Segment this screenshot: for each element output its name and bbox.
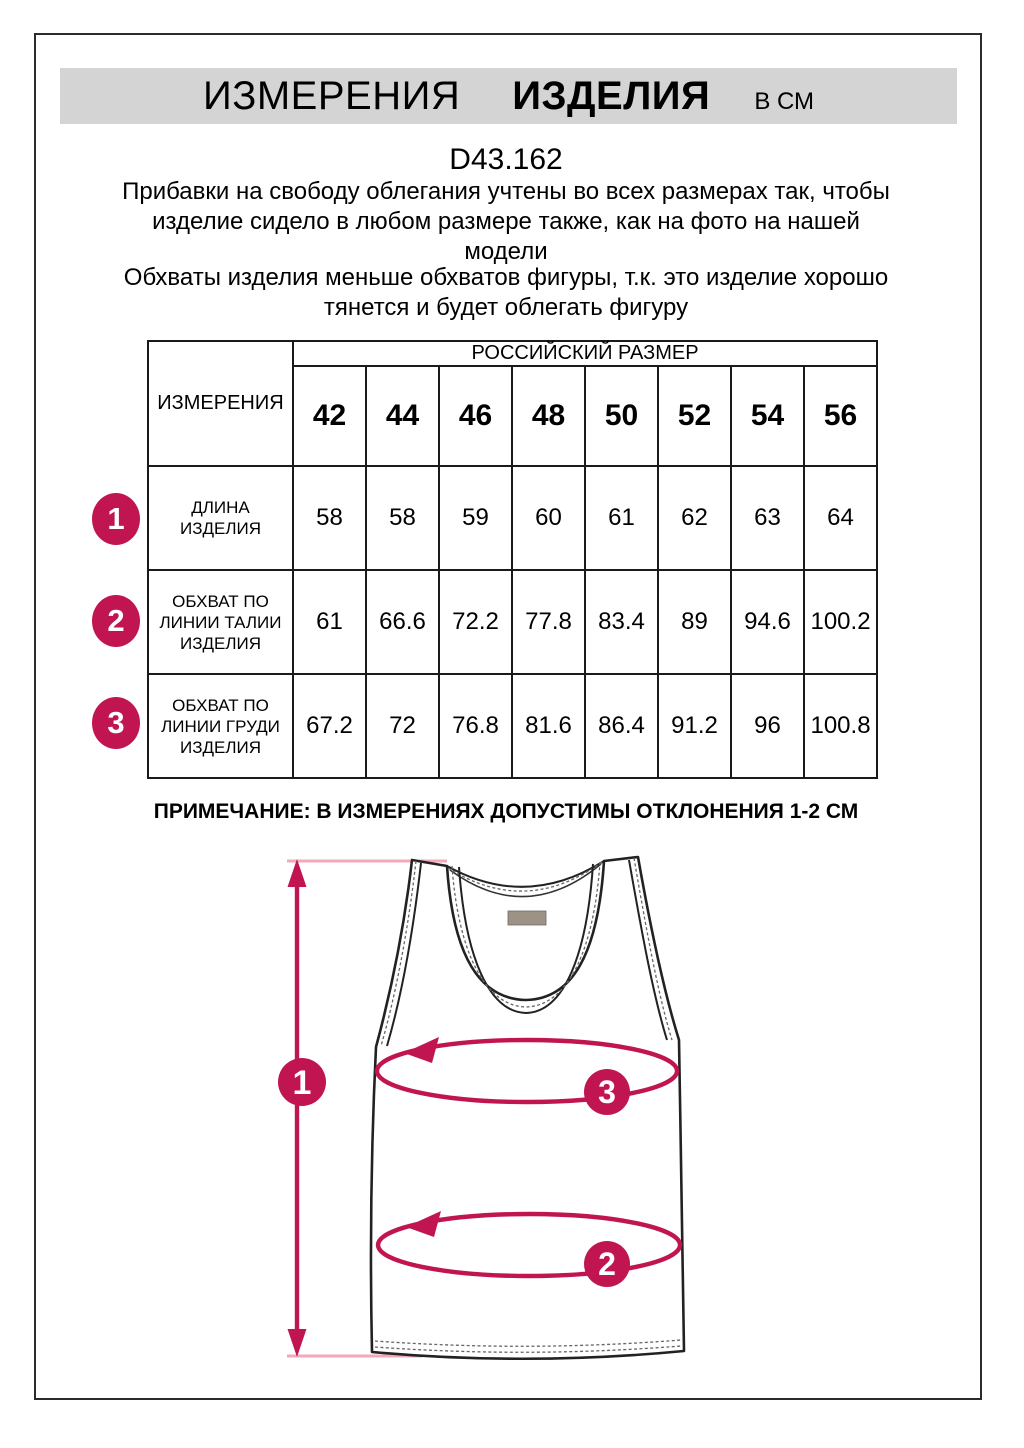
value-cell: 64 <box>804 466 877 570</box>
intro-line: Прибавки на свободу облегания учтены во всех размерах так, чтобы <box>122 178 890 205</box>
row-label: ДЛИНА ИЗДЕЛИЯ <box>148 466 293 570</box>
tank-top-outline <box>371 857 684 1359</box>
svg-text:1: 1 <box>292 1064 312 1102</box>
measurements-table <box>147 340 878 779</box>
svg-text:2: 2 <box>598 1246 616 1282</box>
intro-line: модели <box>464 238 548 265</box>
value-cell: 59 <box>439 466 512 570</box>
garment-diagram <box>258 845 758 1375</box>
row-marker-3-icon: 3 <box>92 697 140 749</box>
table-row-length <box>148 466 877 570</box>
value-cell: 58 <box>366 466 439 570</box>
intro-line: тянется и будет облегать фигуру <box>323 294 689 321</box>
value-cell: 66.6 <box>366 570 439 674</box>
intro-line: Обхваты изделия меньше обхватов фигуры, т.к. это изделие хорошо <box>123 264 889 291</box>
size-header-cell: 54 <box>731 366 804 466</box>
value-cell: 96 <box>731 674 804 778</box>
row-marker-2-icon: 2 <box>92 595 140 647</box>
value-cell: 89 <box>658 570 731 674</box>
length-arrowhead-up-icon <box>288 859 307 887</box>
model-code: D43.162 <box>449 143 563 176</box>
value-cell: 100.2 <box>804 570 877 674</box>
title-units: В СМ <box>754 88 815 115</box>
intro-paragraph-fit <box>34 177 978 267</box>
intro-line: изделие сидело в любом размере также, как на фото на нашей <box>152 208 860 235</box>
value-cell: 58 <box>293 466 366 570</box>
row-label: ОБХВАТ ПО ЛИНИИ ТАЛИИ ИЗДЕЛИЯ <box>148 570 293 674</box>
value-cell: 100.8 <box>804 674 877 778</box>
value-cell: 61 <box>585 466 658 570</box>
value-cell: 61 <box>293 570 366 674</box>
row-label: ОБХВАТ ПО ЛИНИИ ГРУДИ ИЗДЕЛИЯ <box>148 674 293 778</box>
svg-text:3: 3 <box>598 1074 616 1110</box>
size-header-cell: 50 <box>585 366 658 466</box>
intro-paragraph-stretch <box>34 263 978 323</box>
title-bar <box>60 68 957 124</box>
size-header-cell: 46 <box>439 366 512 466</box>
size-header-cell: 42 <box>293 366 366 466</box>
value-cell: 62 <box>658 466 731 570</box>
table-row-chest <box>148 674 877 778</box>
title-product: ИЗДЕЛИЯ <box>512 74 711 118</box>
title-measurements: ИЗМЕРЕНИЯ <box>202 74 461 118</box>
value-cell: 77.8 <box>512 570 585 674</box>
value-cell: 94.6 <box>731 570 804 674</box>
value-cell: 76.8 <box>439 674 512 778</box>
value-cell: 86.4 <box>585 674 658 778</box>
row-marker-1-icon: 1 <box>92 493 140 545</box>
size-header-cell: 52 <box>658 366 731 466</box>
length-arrowhead-down-icon <box>288 1329 307 1357</box>
size-header-cell: 44 <box>366 366 439 466</box>
value-cell: 60 <box>512 466 585 570</box>
table-corner-header: ИЗМЕРЕНИЯ <box>148 341 293 466</box>
table-group-header: РОССИЙСКИЙ РАЗМЕР <box>293 341 877 366</box>
neck-label <box>508 911 546 925</box>
size-header-cell: 48 <box>512 366 585 466</box>
tolerance-note: ПРИМЕЧАНИЕ: В ИЗМЕРЕНИЯХ ДОПУСТИМЫ ОТКЛОНЕНИЯ 1-2 СМ <box>153 800 859 823</box>
value-cell: 72 <box>366 674 439 778</box>
value-cell: 83.4 <box>585 570 658 674</box>
size-header-cell: 56 <box>804 366 877 466</box>
value-cell: 72.2 <box>439 570 512 674</box>
table-row-waist <box>148 570 877 674</box>
value-cell: 81.6 <box>512 674 585 778</box>
value-cell: 67.2 <box>293 674 366 778</box>
value-cell: 91.2 <box>658 674 731 778</box>
value-cell: 63 <box>731 466 804 570</box>
